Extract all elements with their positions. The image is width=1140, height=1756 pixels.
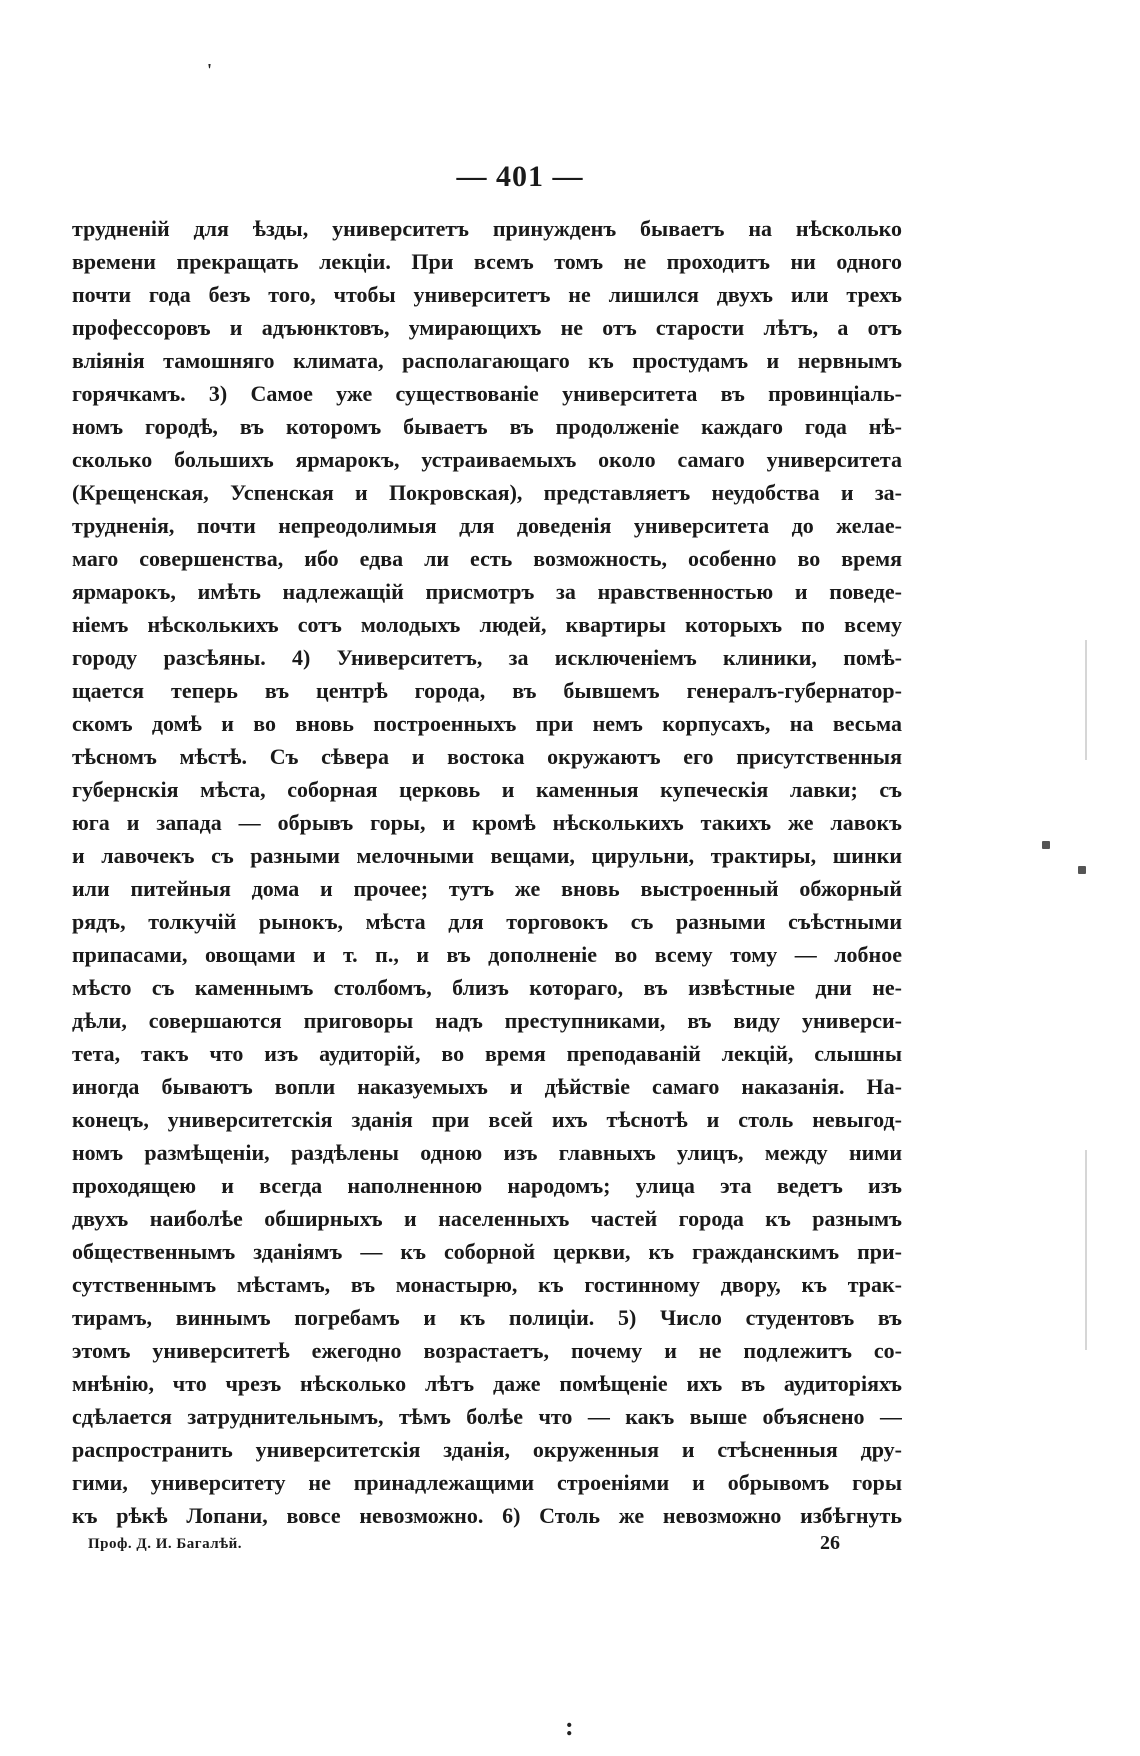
text-line: сколько большихъ ярмарокъ, устраиваемыхъ около самаго университета [72,447,902,472]
scan-artifact-dot [1042,841,1050,849]
text-line: маго совершенства, ибо едва ли есть возможность, особенно во время [72,546,902,571]
text-line: этомъ университетѣ ежегодно возрастаетъ, почему и не подлежитъ со- [72,1338,902,1363]
page-number: — 401 — [456,160,584,193]
text-line: припасами, овощами и т. п., и въ дополненіе во всему тому — лобное [72,942,902,967]
scan-artifact-line [1085,1150,1087,1350]
text-line: щается теперь въ центрѣ города, въ бывшемъ генералъ-губернатор- [72,678,902,703]
text-line: мѣсто съ каменнымъ столбомъ, близъ котораго, въ извѣстные дни не- [72,975,902,1000]
bottom-mark: : [565,1712,574,1741]
text-line: дѣли, совершаются приговоры надъ преступниками, въ виду универси- [72,1008,902,1033]
text-line: двухъ наиболѣе обширныхъ и населенныхъ частей города къ разнымъ [72,1206,902,1231]
text-line: сутственнымъ мѣстамъ, въ монастырю, къ гостинному двору, къ трак- [72,1272,902,1297]
text-line: распространить университетскія зданія, окруженныя и стѣсненныя дру- [72,1437,902,1462]
text-line: ярмарокъ, имѣть надлежащій присмотръ за нравственностью и поведе- [72,579,902,604]
text-line: проходящею и всегда наполненною народомъ; улица эта ведетъ изъ [72,1173,902,1198]
text-line: времени прекращать лекціи. При всемъ томъ не проходитъ ни одного [72,249,902,274]
text-line: горячкамъ. 3) Самое уже существованіе университета въ провинціаль- [72,381,902,406]
text-line: номъ городѣ, въ которомъ бываетъ въ продолженіе каждаго года нѣ- [72,414,902,439]
text-line: скомъ домѣ и во вновь построенныхъ при немъ корпусахъ, на весьма [72,711,902,736]
text-line: вліянія тамошняго климата, располагающаго къ простудамъ и нервнымъ [72,348,902,373]
body-text [72,212,902,1532]
footer-signature-number: 26 [820,1532,840,1554]
text-line: ніемъ нѣсколькихъ сотъ молодыхъ людей, квартиры которыхъ по всему [72,612,902,637]
text-line: рядъ, толкучій рынокъ, мѣста для торговокъ съ разными съѣстными [72,909,902,934]
text-line: профессоровъ и адъюнктовъ, умирающихъ не отъ старости лѣтъ, а отъ [72,315,902,340]
top-mark: ' [207,60,213,80]
text-line: (Крещенская, Успенская и Покровская), представляетъ неудобства и за- [72,480,902,505]
text-line: трудненій для ѣзды, университетъ принужденъ бываетъ на нѣсколько [72,216,902,241]
text-line: губернскія мѣста, соборная церковь и каменныя купеческія лавки; съ [72,777,902,802]
footer-author: Проф. Д. И. Багалѣй. [88,1536,243,1552]
scan-artifact-dot [1078,866,1086,874]
text-line: тета, такъ что изъ аудиторій, во время преподаваній лекцій, слышны [72,1041,902,1066]
text-line: сдѣлается затруднительнымъ, тѣмъ болѣе что — какъ выше объяснено — [72,1404,902,1429]
text-line: и лавочекъ съ разными мелочными вещами, цирульни, трактиры, шинки [72,843,902,868]
text-line: тѣсномъ мѣстѣ. Съ сѣвера и востока окружаютъ его присутственныя [72,744,902,769]
text-line: трудненія, почти непреодолимыя для доведенія университета до желае- [72,513,902,538]
text-line: конецъ, университетскія зданія при всей ихъ тѣснотѣ и столь невыгод- [72,1107,902,1132]
text-line: номъ размѣщеніи, раздѣлены одною изъ главныхъ улицъ, между ними [72,1140,902,1165]
text-line: мнѣнію, что чрезъ нѣсколько лѣтъ даже помѣщеніе ихъ въ аудиторіяхъ [72,1371,902,1396]
text-line: юга и запада — обрывъ горы, и кромѣ нѣсколькихъ такихъ же лавокъ [72,810,902,835]
text-line: почти года безъ того, чтобы университетъ не лишился двухъ или трехъ [72,282,902,307]
text-line: городу разсѣяны. 4) Университетъ, за исключеніемъ клиники, помѣ- [72,645,902,670]
text-line: иногда бываютъ вопли наказуемыхъ и дѣйствіе самаго наказанія. На- [72,1074,902,1099]
text-line: или питейныя дома и прочее; тутъ же вновь выстроенный обжорный [72,876,902,901]
text-line: общественнымъ зданіямъ — къ соборной церкви, къ гражданскимъ при- [72,1239,902,1264]
text-line: гими, университету не принадлежащими строеніями и обрывомъ горы [72,1470,902,1495]
text-line: къ рѣкѣ Лопани, вовсе невозможно. 6) Столь же невозможно избѣгнуть [72,1503,902,1528]
text-line: тирамъ, виннымъ погребамъ и къ полиціи. 5) Число студентовъ въ [72,1305,902,1330]
scan-artifact-line [1085,640,1087,760]
